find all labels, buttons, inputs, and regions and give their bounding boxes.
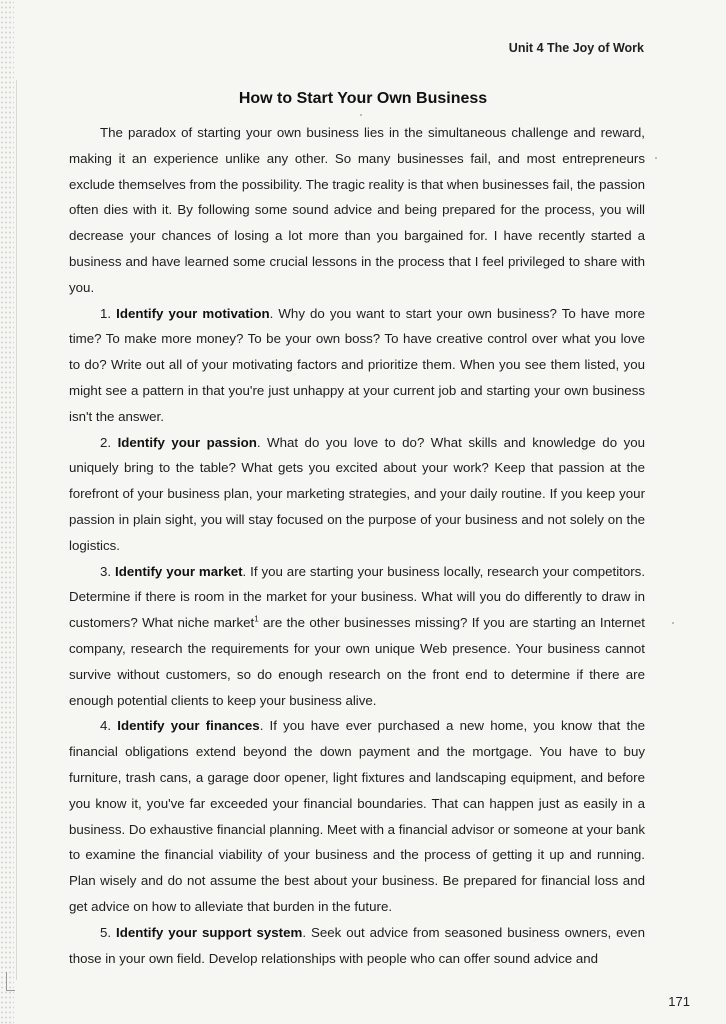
list-item bbox=[69, 301, 645, 430]
item-text: . What do you love to do? What skills and knowledge do you uniquely bring to the table? What gets you excited about your work? Keep that passion at the forefront of your business plan, your marketing strategies, and your daily routine. If you keep your passion in plain sight, you will stay focused on the purpose of your business and not solely on the logistics. bbox=[69, 434, 646, 553]
list-item bbox=[69, 559, 645, 714]
intro-paragraph: The paradox of starting your own business lies in the simultaneous challenge and reward, making it an experience unlike any other. So many businesses fail, and most entrepreneurs exclude themselves from the possibility. The tragic reality is that when businesses fail, the passion often dies with it. By following some sound advice and being prepared for the process, you will decrease your chances of losing a lot more than you bargained for. I have recently started a business and have learned some crucial lessons in the process that I feel privileged to share with you. bbox=[69, 125, 645, 295]
item-text: . Seek out advice from seasoned business owners, even those in your own field. Develop relationships with people who can offer sound advice and bbox=[69, 924, 645, 966]
binding-edge-line bbox=[16, 80, 17, 980]
scan-speck bbox=[360, 114, 362, 116]
article-title: How to Start Your Own Business bbox=[238, 90, 488, 107]
item-heading: Identify your motivation bbox=[116, 305, 270, 321]
binding-edge-mark bbox=[6, 972, 15, 991]
item-number: 1. bbox=[100, 305, 112, 321]
list-item bbox=[69, 713, 645, 919]
article-body bbox=[69, 120, 645, 971]
item-number: 3. bbox=[100, 563, 112, 579]
scan-speck bbox=[655, 157, 657, 159]
list-item bbox=[69, 430, 645, 559]
item-heading: Identify your support system bbox=[116, 924, 303, 940]
item-heading: Identify your market bbox=[115, 563, 243, 579]
running-head: Unit 4 The Joy of Work bbox=[508, 41, 644, 55]
footnote-marker: 1 bbox=[254, 614, 259, 624]
page-number: 171 bbox=[668, 994, 690, 1009]
binding-edge-texture bbox=[0, 0, 14, 1024]
item-number: 2. bbox=[100, 434, 112, 450]
item-number: 4. bbox=[100, 718, 112, 734]
item-heading: Identify your passion bbox=[117, 434, 257, 450]
item-text: are the other businesses missing? If you are starting an Internet company, research the requirements for your own unique Web presence. Your business cannot survive without customers, so do enough research on the front end to determine if there are enough potential clients to keep your business alive. bbox=[69, 615, 645, 708]
list-item bbox=[69, 920, 645, 972]
item-text: . If you have ever purchased a new home, you know that the financial obligations extend beyond the down payment and the mortgage. You have to buy furniture, trash cans, a garage door opener, light fixtures and landscaping equipment, and before you know it, you've far exceeded your financial boundaries. That can happen just as easily in a business. Do exhaustive financial planning. Meet with a financial advisor or someone at your bank to examine the financial viability of your business and the process of getting it up and running. Plan wisely and do not assume the best about your business. Be prepared for financial loss and get advice on how to alleviate that burden in the future. bbox=[69, 718, 645, 914]
item-heading: Identify your finances bbox=[117, 718, 260, 734]
scan-speck bbox=[672, 622, 674, 624]
item-text: . If you are starting your business locally, research your competitors. Determine if there is room in the market for your business. What will you do differently to draw in customers? What niche market bbox=[69, 563, 646, 631]
item-number: 5. bbox=[100, 924, 112, 940]
item-text: . Why do you want to start your own business? To have more time? To make more money? To be your own boss? To have creative control over what you love to do? Write out all of your motivating factors and prioritize them. When you see them listed, you might see a pattern in that you're just unhappy at your current job and starting your own business isn't the answer. bbox=[69, 305, 646, 424]
